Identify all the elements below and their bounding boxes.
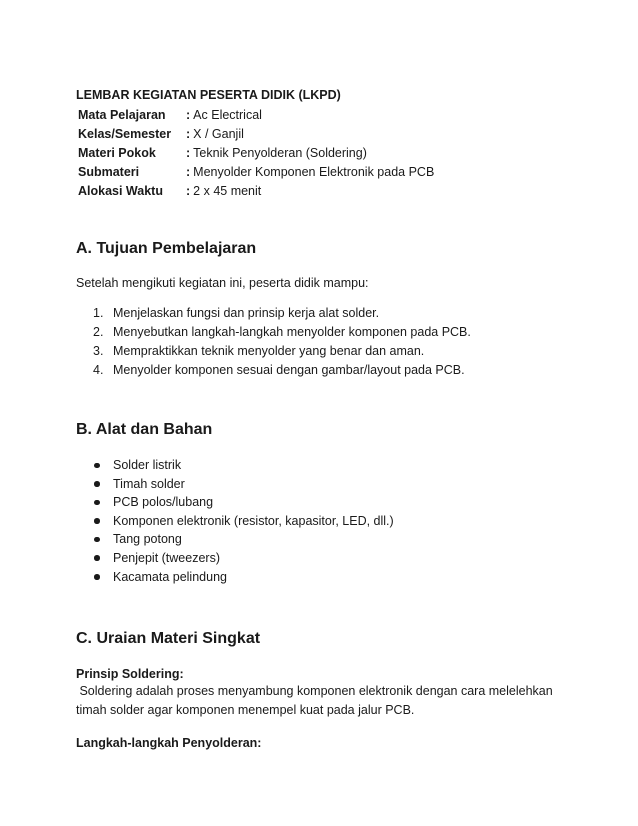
meta-key: Mata Pelajaran	[78, 107, 166, 122]
list-number: 4.	[93, 363, 104, 377]
list-text: Menyebutkan langkah-langkah menyolder komponen pada PCB.	[113, 325, 471, 339]
list-text: Menjelaskan fungsi dan prinsip kerja alat solder.	[113, 306, 380, 320]
meta-value-cell	[186, 181, 434, 200]
list-text: Penjepit (tweezers)	[113, 550, 220, 565]
meta-value: Menyolder Komponen Elektronik pada PCB	[193, 164, 435, 179]
section-a-intro: Setelah mengikuti kegiatan ini, peserta didik mampu:	[76, 276, 369, 290]
meta-value-cell	[186, 105, 434, 124]
list-text: Timah solder	[113, 476, 185, 491]
meta-colon: :	[186, 164, 191, 179]
meta-key: Submateri	[78, 164, 140, 179]
meta-colon: :	[186, 107, 191, 122]
list-text: Solder listrik	[113, 458, 182, 472]
bullet-icon	[94, 481, 100, 487]
document-title: LEMBAR KEGIATAN PESERTA DIDIK (LKPD)	[76, 88, 341, 102]
bullet-icon	[94, 537, 100, 543]
meta-value-cell	[186, 162, 434, 181]
section-a-heading: A. Tujuan Pembelajaran	[76, 240, 257, 257]
meta-colon: :	[186, 126, 191, 141]
list-item	[76, 512, 394, 531]
list-text: Mempraktikkan teknik menyolder yang benar dan aman.	[113, 344, 425, 358]
meta-colon: :	[186, 183, 191, 198]
list-item	[76, 530, 394, 549]
meta-key: Alokasi Waktu	[78, 183, 163, 198]
list-number: 1.	[93, 306, 104, 320]
objectives-list	[76, 304, 471, 380]
meta-key: Materi Pokok	[78, 145, 156, 160]
list-item	[76, 549, 394, 568]
principle-line-1: Soldering adalah proses menyambung komponen elektronik dengan cara melelehkan	[76, 684, 553, 698]
bullet-icon	[94, 555, 100, 561]
meta-value: 2 x 45 menit	[193, 183, 262, 198]
meta-key: Kelas/Semester	[78, 126, 172, 141]
section-c-heading: C. Uraian Materi Singkat	[76, 630, 261, 647]
list-number: 3.	[93, 344, 104, 358]
principle-line-2: timah solder agar komponen menempel kuat pada jalur PCB.	[76, 703, 415, 717]
list-text: Tang potong	[113, 532, 182, 547]
bullet-icon	[94, 500, 100, 506]
meta-value-cell	[186, 143, 434, 162]
list-text: Komponen elektronik (resistor, kapasitor, LED, dll.)	[113, 513, 394, 528]
meta-row-topic	[74, 143, 434, 162]
steps-heading: Langkah-langkah Penyolderan:	[76, 736, 262, 750]
principle-heading: Prinsip Soldering:	[76, 667, 184, 681]
meta-row-subtopic	[74, 162, 434, 181]
list-item	[76, 456, 394, 475]
meta-value-cell	[186, 124, 434, 143]
list-item	[76, 342, 471, 361]
list-text: Kacamata pelindung	[113, 569, 227, 584]
meta-value: Ac Electrical	[193, 107, 262, 122]
bullet-icon	[94, 463, 100, 469]
bullet-icon	[94, 574, 100, 580]
list-text: Menyolder komponen sesuai dengan gambar/layout pada PCB.	[113, 363, 465, 377]
list-number: 2.	[93, 325, 104, 339]
list-text: PCB polos/lubang	[113, 495, 214, 510]
section-b-heading: B. Alat dan Bahan	[76, 421, 213, 438]
tools-list	[76, 456, 394, 586]
list-item	[76, 323, 471, 342]
identity-table	[74, 105, 434, 200]
list-item	[76, 493, 394, 512]
bullet-icon	[94, 518, 100, 524]
list-item	[76, 361, 471, 380]
list-item	[76, 475, 394, 494]
meta-row-time	[74, 181, 434, 200]
meta-value: Teknik Penyolderan (Soldering)	[193, 145, 367, 160]
meta-row-subject	[74, 105, 434, 124]
list-item	[76, 568, 394, 587]
list-item	[76, 304, 471, 323]
meta-value: X / Ganjil	[193, 126, 244, 141]
meta-colon: :	[186, 145, 191, 160]
meta-row-class	[74, 124, 434, 143]
